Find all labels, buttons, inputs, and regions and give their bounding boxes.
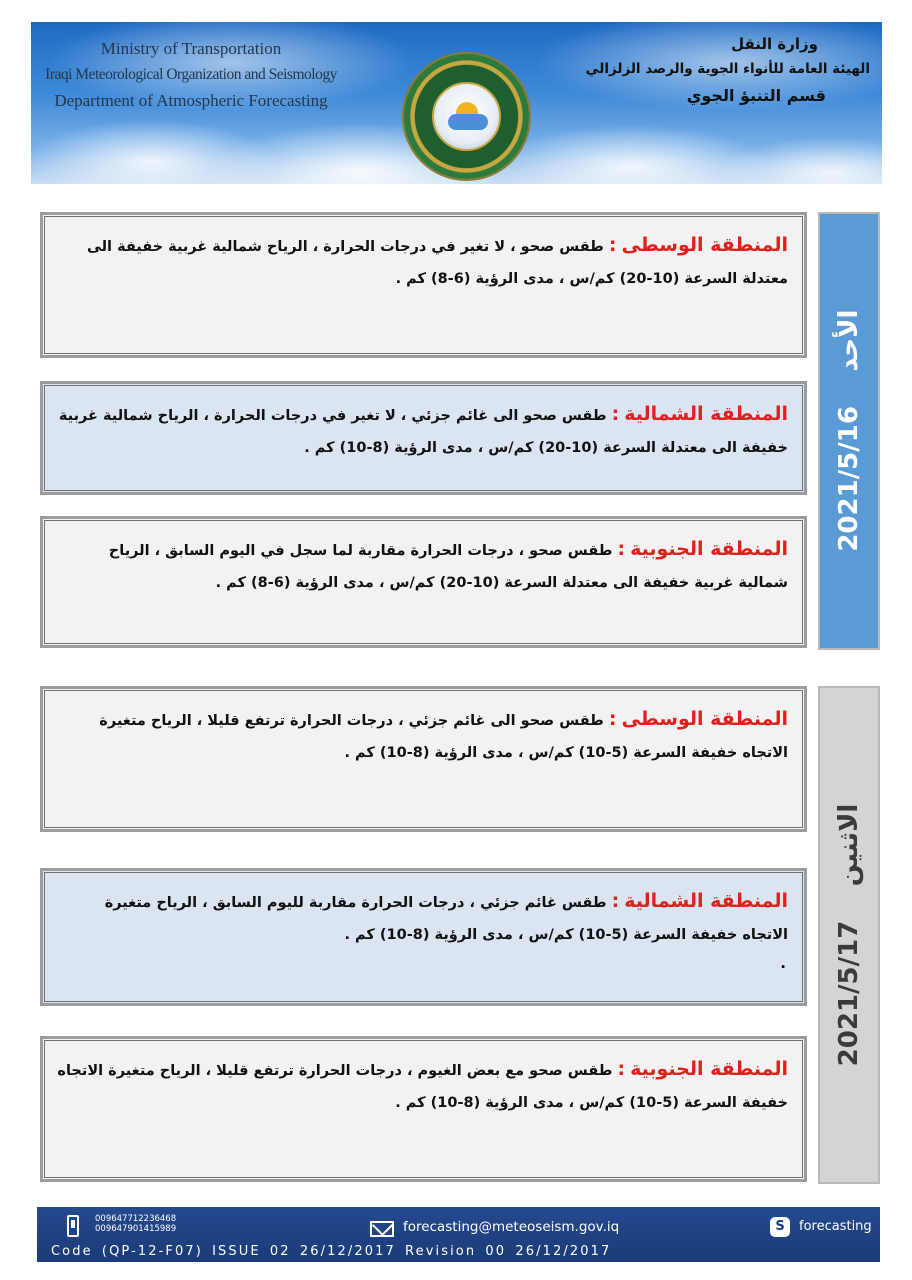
forecast-text: طقس صحو الى غائم جزئي ، درجات الحرارة ترتفع قليلا ، الرياح متغيرة الاتجاه خفيفة السرعة (5-10) كم/س ، مدى الرؤية (8-10) كم . [99,713,788,761]
footer-phones [95,1214,176,1234]
region-label: المنطقة الجنوبية [630,1058,788,1080]
forecast-text: طقس صحو ، لا تغير في درجات الحرارة ، الرياح شمالية غربية خفيفة الى معتدلة السرعة (10-20) كم/س ، مدى الرؤية (6-8) كم . [86,239,788,287]
trailing-dot: . [780,954,786,972]
region-label: المنطقة الشمالية [624,890,788,912]
region-label: المنطقة الوسطى [621,234,788,256]
day-name: الاثنين [834,803,864,887]
forecast-box-day1-south: المنطقة الجنوبية : طقس صحو ، درجات الحرارة مقاربة لما سجل في اليوم السابق ، الرياح شمالية غربية خفيفة الى معتدلة السرعة (10-20) كم/س ، مدى الرؤية (6-8) كم . [40,516,807,648]
day-name: الأحد [834,310,864,373]
forecast-text: طقس صحو مع بعض الغيوم ، درجات الحرارة ترتفع قليلا ، الرياح متغيرة الاتجاه خفيفة السرعة (5-10) كم/س ، مدى الرؤية (8-10) كم . [57,1063,788,1111]
phone-number-2: 009647901415989 [95,1224,177,1234]
day-date: 2021/5/17 [834,920,864,1067]
forecast-text: طقس صحو الى غائم جزئي ، لا تغير في درجات الحرارة ، الرياح شمالية غربية خفيفة الى معتدلة السرعة (10-20) كم/س ، مدى الرؤية (8-10) كم . [58,408,788,456]
forecast-text: طقس غائم جزئي ، درجات الحرارة مقاربة لليوم السابق ، الرياح متغيرة الاتجاه خفيفة السرعة (5-10) كم/س ، مدى الرؤية (8-10) كم . [104,895,788,943]
header-ar-org: الهيئة العامة للأنواء الجوية والرصد الزلزالي [585,61,870,77]
cloud-icon [448,114,488,130]
organization-logo [404,54,529,179]
region-label: المنطقة الجنوبية [630,538,788,560]
header-en-dept: Department of Atmospheric Forecasting [54,91,328,110]
mail-icon [370,1221,394,1237]
forecast-text: طقس صحو ، درجات الحرارة مقاربة لما سجل في اليوم السابق ، الرياح شمالية غربية خفيفة الى معتدلة السرعة (10-20) كم/س ، مدى الرؤية (6-8) كم . [108,543,788,591]
header-ar-dept: قسم التنبؤ الجوي [686,86,826,105]
skype-icon: S [770,1217,790,1237]
header-ar-ministry: وزارة النقل [731,35,818,53]
header-arabic-block [585,32,870,110]
forecast-box-day2-north: المنطقة الشمالية : طقس غائم جزئي ، درجات الحرارة مقاربة لليوم السابق ، الرياح متغيرة الاتجاه خفيفة السرعة (5-10) كم/س ، مدى الرؤية (8-10) كم . . [40,868,807,1006]
footer-bar [37,1207,880,1262]
phone-number-1: 009647712236468 [95,1214,177,1224]
header-english-block [41,36,341,114]
forecast-box-day1-central: المنطقة الوسطى : طقس صحو ، لا تغير في درجات الحرارة ، الرياح شمالية غربية خفيفة الى معتدلة السرعة (10-20) كم/س ، مدى الرؤية (6-8) كم . [40,212,807,358]
forecast-box-day1-north: المنطقة الشمالية : طقس صحو الى غائم جزئي ، لا تغير في درجات الحرارة ، الرياح شمالية غربية خفيفة الى معتدلة السرعة (10-20) كم/س ، مدى الرؤية (8-10) كم . [40,381,807,495]
header-en-org: Iraqi Meteorological Organization and Seismology [45,66,337,83]
footer-skype: forecasting [799,1219,872,1234]
header-banner [31,22,882,184]
phone-icon [67,1215,79,1237]
region-label: المنطقة الوسطى [621,708,788,730]
footer-email: forecasting@meteoseism.gov.iq [403,1219,620,1235]
day-tab-sunday [818,212,880,650]
day-tab-monday [818,686,880,1184]
forecast-box-day2-central: المنطقة الوسطى : طقس صحو الى غائم جزئي ، درجات الحرارة ترتفع قليلا ، الرياح متغيرة الاتجاه خفيفة السرعة (5-10) كم/س ، مدى الرؤية (8-10) كم . [40,686,807,832]
region-label: المنطقة الشمالية [624,403,788,425]
day-date: 2021/5/16 [834,406,864,552]
logo-weather-emblem [432,82,501,151]
forecast-box-day2-south: المنطقة الجنوبية : طقس صحو مع بعض الغيوم ، درجات الحرارة ترتفع قليلا ، الرياح متغيرة الاتجاه خفيفة السرعة (5-10) كم/س ، مدى الرؤية (8-10) كم . [40,1036,807,1182]
header-en-ministry: Ministry of Transportation [100,39,282,58]
footer-code-line: Code (QP-12-F07) ISSUE 02 26/12/2017 Revision 00 26/12/2017 [51,1244,612,1259]
